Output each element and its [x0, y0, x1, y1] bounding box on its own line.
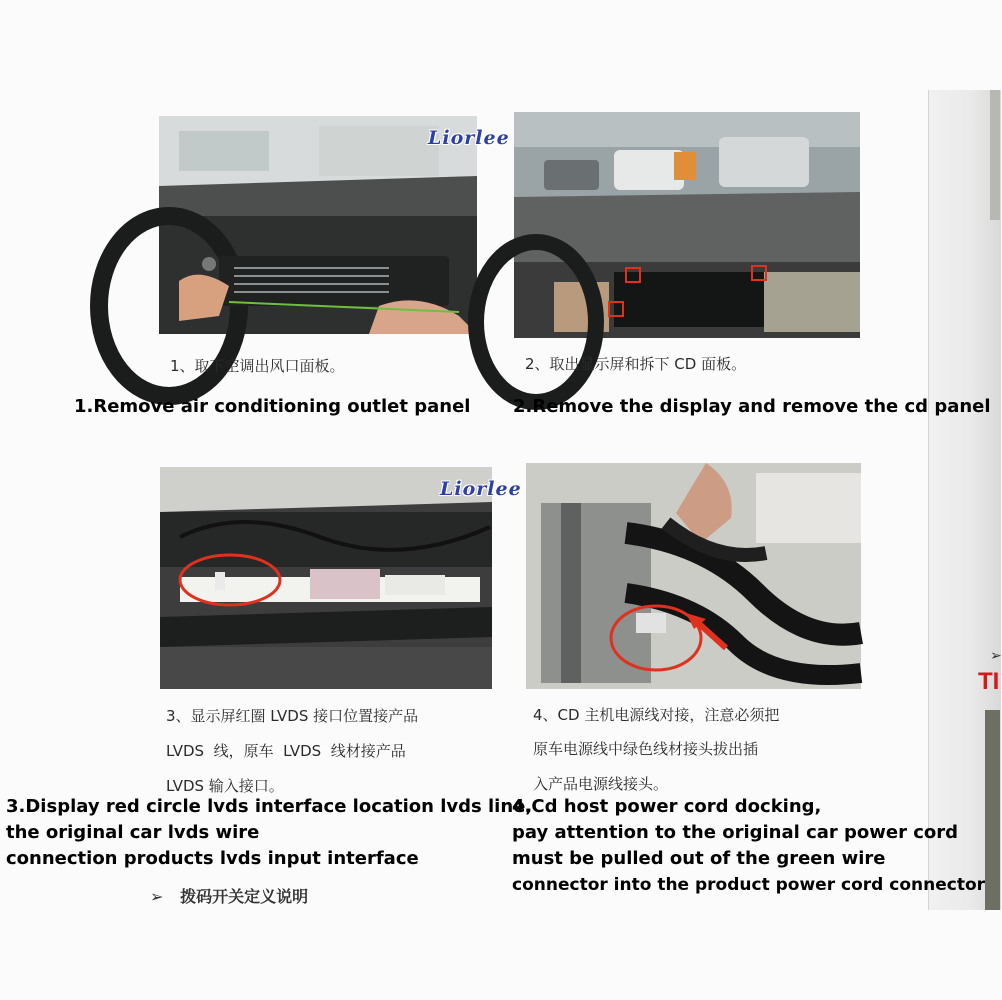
- watermark-logo-2: Liorlee: [440, 478, 522, 500]
- dip-switch-section-heading: ➢ 拨码开关定义说明: [150, 887, 309, 906]
- adjacent-page-photo-bottom: [985, 710, 1000, 910]
- step-4-caption-en-line: must be pulled out of the green wire: [512, 848, 886, 869]
- step-1-caption-cn: 1、取下空调出风口面板。: [170, 357, 345, 375]
- step-3-caption-cn-line-1: 3、显示屏红圈 LVDS 接口位置接产品: [166, 707, 419, 725]
- step-3-caption-en-line: the original car lvds wire: [6, 822, 260, 843]
- arrow-icon: ➢: [990, 648, 1002, 664]
- step-4-caption-en-line: pay attention to the original car power cord: [512, 822, 959, 843]
- adjacent-page-photo-top: [990, 90, 1000, 220]
- step-4-photo: [526, 463, 861, 689]
- step-3-photo: [160, 467, 492, 689]
- step-4-caption-cn-line-3: 入产品电源线接头。: [533, 775, 669, 793]
- step-3-caption-en-line: connection products lvds input interface: [6, 848, 419, 869]
- step-3-caption-cn-line-3: LVDS 输入接口。: [166, 777, 284, 795]
- step-4-caption-cn-line-1: 4、CD 主机电源线对接，注意必须把: [533, 706, 780, 724]
- step-4-caption-cn-line-2: 原车电源线中绿色线材接头拔出插: [533, 740, 759, 758]
- step-2-photo: [514, 112, 860, 338]
- step-1-caption-en: 1.Remove air conditioning outlet panel: [74, 396, 471, 417]
- step-4-caption-en: [512, 794, 985, 898]
- step-2-caption-en: 2.Remove the display and remove the cd panel: [513, 396, 991, 417]
- step-2-caption-cn: 2、取出显示屏和拆下 CD 面板。: [525, 355, 747, 373]
- step-3-caption-cn-line-2: LVDS 线，原车 LVDS 线材接产品: [166, 742, 406, 760]
- adjacent-page-heading: TI: [978, 668, 1000, 695]
- step-4-caption-en-line: 4.Cd host power cord docking,: [512, 796, 822, 817]
- step-4-caption-en-line: connector into the product power cord connector: [512, 875, 986, 895]
- step-3-caption-en-line: 3.Display red circle lvds interface location lvds line,: [6, 796, 533, 817]
- step-3-caption-en: [6, 794, 532, 872]
- watermark-logo: Liorlee: [428, 127, 510, 149]
